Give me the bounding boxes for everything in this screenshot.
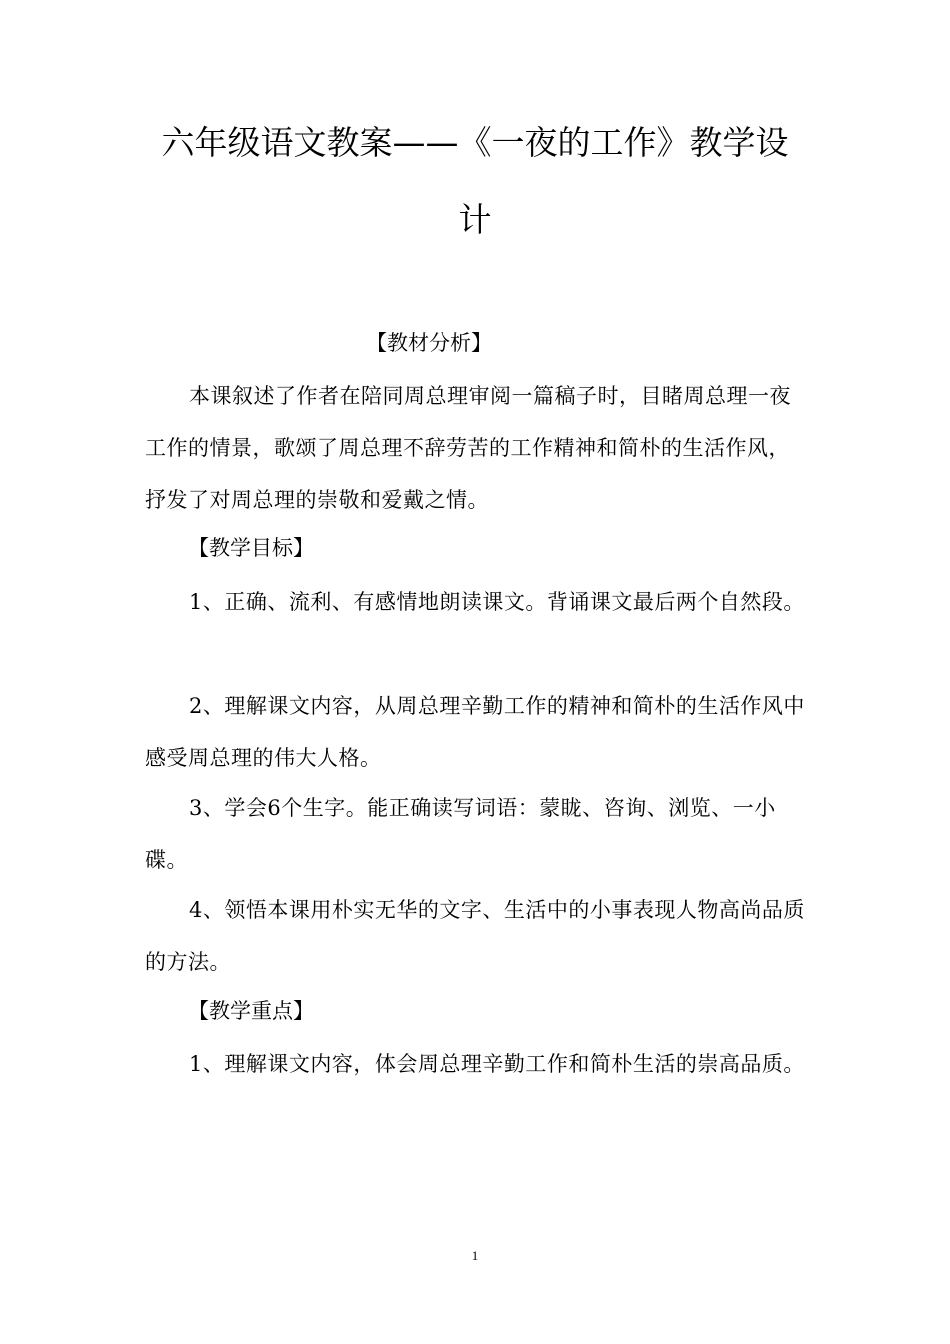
document-title-line-1: 六年级语文教案——《一夜的工作》教学设	[161, 123, 789, 162]
goal-item-text: 、领悟本课用朴实无华的文字、生活中的小事表现人物高尚品质的方法。	[145, 898, 805, 974]
heading-material-analysis: 【教材分析】	[366, 331, 492, 355]
page-number: 1	[471, 1248, 479, 1263]
goal-item-number: 2	[189, 694, 203, 718]
goal-item-1	[145, 576, 810, 628]
goal-item-number: 4	[189, 898, 203, 922]
goal-item-text: 、理解课文内容，从周总理辛勤工作的精神和简朴的生活作风中感受周总理的伟大人格。	[145, 694, 805, 770]
heading-teaching-goals: 【教学目标】	[188, 536, 314, 560]
goal-item-text-b: 个生字。能正确读写词语：蒙眬、咨询、浏览、一小碟。	[145, 796, 776, 872]
goal-item-3	[145, 782, 810, 886]
goal-item-4	[145, 884, 810, 988]
paragraph-material-analysis: 本课叙述了作者在陪同周总理审阅一篇稿子时，目睹周总理一夜工作的情景，歌颂了周总理不辞劳苦的工作精神和简朴的生活作风，抒发了对周总理的崇敬和爱戴之情。	[145, 384, 791, 512]
goal-item-inline-number: 6	[267, 796, 282, 820]
key-point-number: 1	[189, 1052, 203, 1076]
heading-key-points: 【教学重点】	[188, 999, 314, 1023]
document-title-line-2: 计	[458, 200, 492, 239]
goal-item-number: 3	[189, 796, 203, 820]
goal-item-number: 1	[189, 590, 203, 614]
goal-item-text-a: 、学会	[202, 796, 268, 820]
goal-item-text: 、正确、流利、有感情地朗读课文。背诵课文最后两个自然段。	[202, 590, 805, 614]
goal-item-2	[145, 680, 810, 784]
key-point-text: 、理解课文内容，体会周总理辛勤工作和简朴生活的崇高品质。	[202, 1052, 805, 1076]
key-point-item-1	[145, 1038, 810, 1090]
